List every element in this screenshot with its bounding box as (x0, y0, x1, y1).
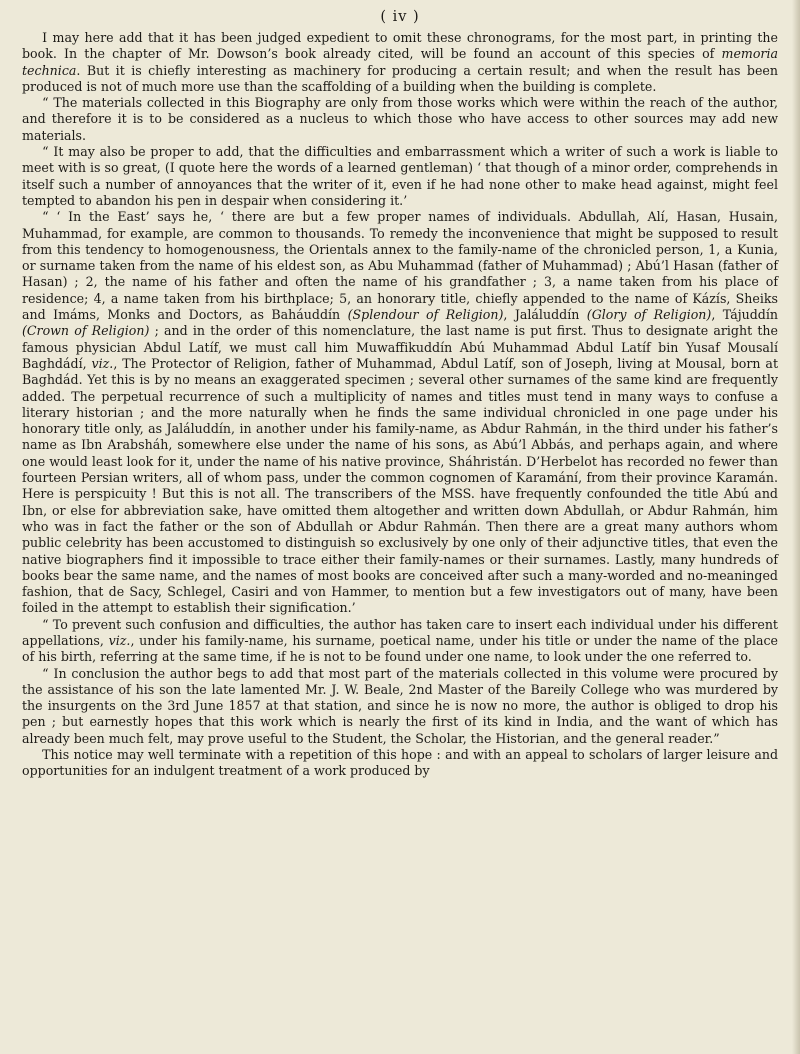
text-run: I may here add that it has been judged expedient to omit these chronograms, for the most part, in printing the book. In the chapter of Mr. Dowson’s book already cited, will be found an account of this species of (22, 30, 778, 62)
text-run: , Tájuddín (711, 307, 778, 323)
paragraph (22, 144, 778, 209)
page-number: ( iv ) (380, 9, 420, 25)
text-run: “ To prevent such confusion and difficulties, the author has taken care to insert each individual under his different appellations, (22, 616, 778, 648)
italic-text: (Splendour of Religion) (347, 307, 504, 323)
paragraph (22, 747, 778, 780)
italic-text: viz. (108, 632, 131, 648)
italic-text: memoria technica (22, 46, 778, 78)
paragraph (22, 666, 778, 747)
text-run: , Jaláluddín (503, 307, 587, 323)
italic-text: viz. (91, 355, 114, 371)
italic-text: (Glory of Religion) (586, 307, 712, 323)
text-run: , under his family-name, his surname, poetical name, under his title or under the name of the place of his birth, referring at the same time, if he is not to be found under one name, to look under the one referred to. (22, 632, 779, 665)
italic-text: (Crown of Religion) (22, 323, 150, 339)
text-run: “ In conclusion the author begs to add that most part of the materials collected in this volume were procured by the assistance of his son the late lamented Mr. J. W. Beale, 2nd Master of the Bareily College who was murdered by the insurgents on the 3rd June 1857 at that station, and since he is now no more, the author is obliged to drop his pen ; but earnestly hopes that this work which is nearly the first of its kind in India, and the want of which has already been much felt, may prove useful to the Student, the Scholar, the Historian, and the general reader.” (22, 665, 778, 746)
text-run: This notice may well terminate with a repetition of this hope : and with an appeal to scholars of larger leisure and opportunities for an indulgent treatment of a work produced by (22, 747, 778, 779)
text-run: . But it is chiefly interesting as machinery for producing a certain result; and when the result has been produced is not of much more use than the scaffolding of a building when the building is complete. (22, 62, 778, 94)
text-run: ; and in the order of this nomenclature, the last name is put first. Thus to designate aright the famous physician Abdul Latíf, we must call him Muwaffikuddín Abú Muhammad Abdul Latíf bin Yusaf Mousalí Baghdádí, (22, 323, 778, 371)
paragraph (22, 617, 778, 666)
text-run: “ ‘ In the East’ says he, ‘ there are but a few proper names of individuals. Abdullah, Alí, Hasan, Husain, Muhammad, for example, are common to thousands. To remedy the inconvenience that might be supposed to result from this tendency to homogenousness, the Orientals annex to the family-name of the chronicled person, 1, a Kunia, or surname taken from the name of his eldest son, as Abu Muhammad (father of Muhammad) ; Abú’l Hasan (father of Hasan) ; 2, the name of his father and often the name of his grandfather ; 3, a name taken from his place of residence; 4, a name taken from his birthplace; 5, an honorary title, chiefly appended to the name of Kázís, Sheiks and Imáms, Monks and Doctors, as Baháuddín (22, 209, 778, 323)
paragraph (22, 30, 778, 95)
paragraph (22, 209, 778, 616)
text-run: “ The materials collected in this Biography are only from those works which were within the reach of the author, and therefore it is to be considered as a nucleus to which those who have access to other sources may add new materials. (22, 95, 778, 143)
body-text (22, 30, 778, 780)
text-run: , The Protector of Religion, father of Muhammad, Abdul Latíf, son of Joseph, living at Mousal, born at Baghdád. Yet this is by no means an exaggerated specimen ; several other surnames of the same kind are frequently added. The perpetual recurrence of such a multiplicity of names and titles must tend in many ways to confuse a literary historian ; and the more naturally when he finds the same individual chronicled in one page under his honorary title only, as Jaláluddín, in another under his family-name, as Abdur Rahmán, in the third under his father’s name as Ibn Arabsháh, somewhere else under the name of his sons, as Abú’l Abbás, and perhaps again, and where one would least look for it, under the name of his native province, Sháhristán. D’Herbelot has recorded no fewer than fourteen Persian writers, all of whom pass, under the common cognomen of Karamání, from their province Karamán. Here is perspicuity ! But this is not all. The transcribers of the MSS. have frequently confounded the title Abú and Ibn, or else for abbreviation sake, have omitted them altogether and written down Abdullah, or Abdur Rahmán, him who was in fact the father or the son of Abdullah or Abdur Rahmán. Then there are a great many authors whom public celebrity has been accustomed to distinguish so exclusively by one only of their adjunctive titles, that even the native biographers find it impossible to trace either their family-names or their surnames. Lastly, many hundreds of books bear the same name, and the names of most books are conceived after such a many-worded and no-meaninged fashion, that de Sacy, Schlegel, Casiri and von Hammer, to mention but a few investigators out of many, have been foiled in the attempt to establish their signification.’ (22, 355, 778, 616)
text-run: “ It may also be proper to add, that the difficulties and embarrassment which a writer of such a work is liable to meet with is so great, (I quote here the words of a learned gentleman) ‘ that though of a minor order, comprehends in itself such a number of annoyances that the writer of it, even if he had none other to make head against, might feel tempted to abandon his pen in despair when considering it.’ (22, 144, 778, 208)
page-edge-shadow (792, 0, 800, 1054)
paragraph (22, 95, 778, 144)
